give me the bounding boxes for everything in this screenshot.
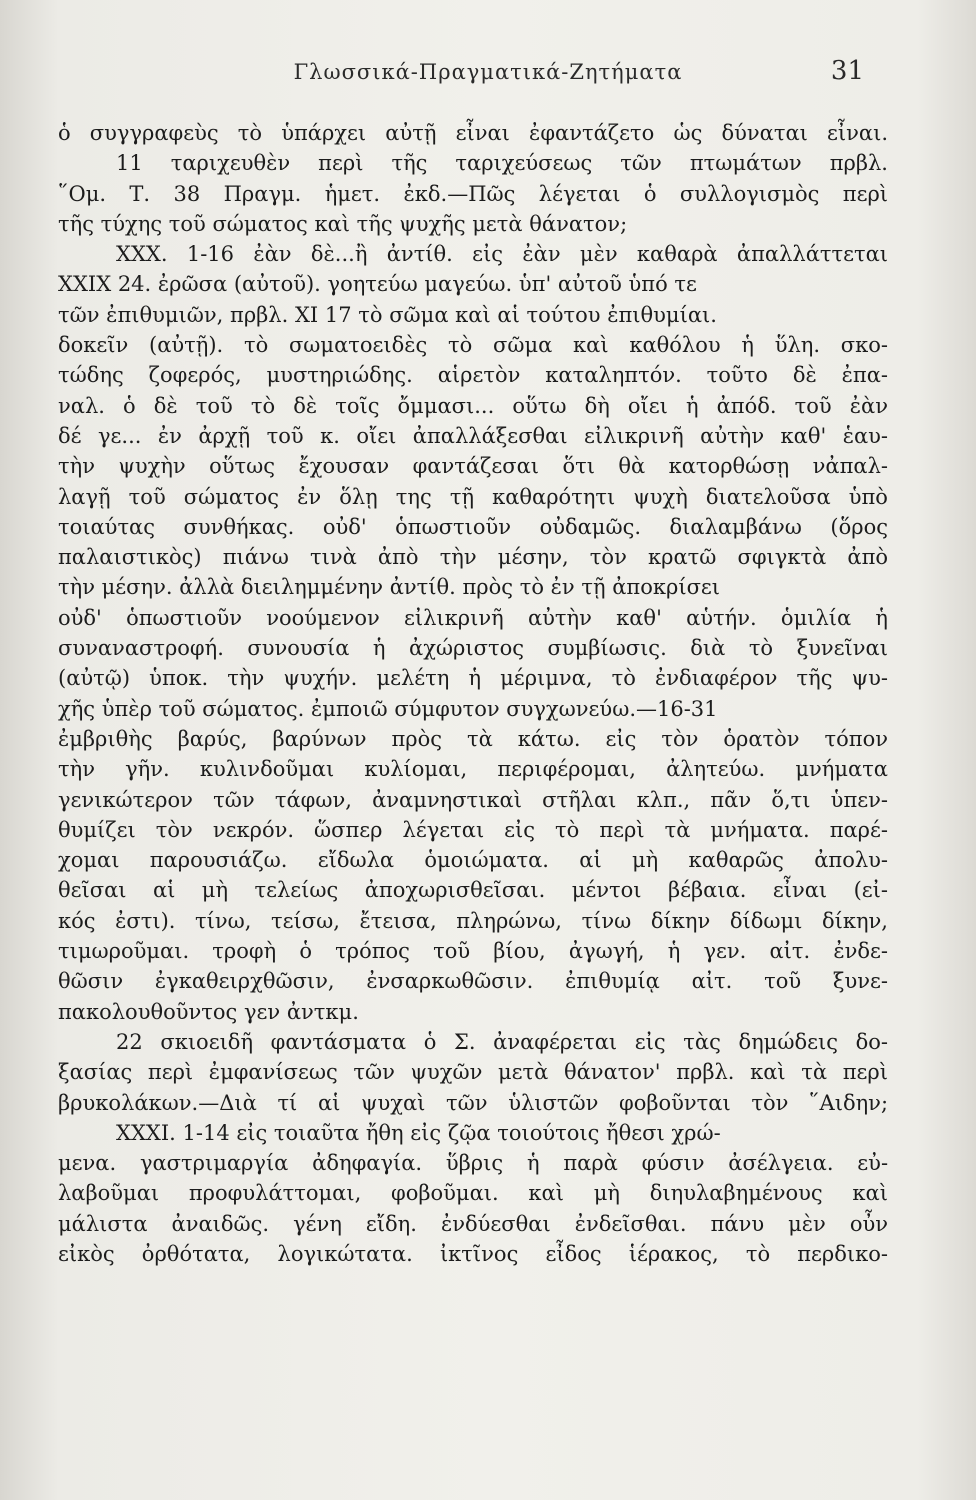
page-number: 31 [830,56,864,86]
text-line: τὴν μέσην. ἀλλὰ διειλημμένην ἀντίθ. πρὸς τὸ ἐν τῇ ἀποκρίσει [58,575,721,600]
running-head [0,56,976,90]
text-line: XXIX 24. ἐρῶσα (αὐτοῦ). γοητεύω μαγεύω. ὑπ' αὐτοῦ ὑπό τε [58,272,697,297]
text-line: λαβοῦμαι προφυλάττομαι, φοβοῦμαι. καὶ μὴ διηυλαβημένους καὶ [58,1181,888,1206]
text-line: τὴν γῆν. κυλινδοῦμαι κυλίομαι, περιφέρομαι, ἀλητεύω. μνήματα [58,757,888,782]
text-line: τὴν ψυχὴν οὕτως ἔχουσαν φαντάζεσαι ὅτι θὰ κατορθώσῃ νἀπαλ- [58,454,888,479]
text-line: λαγῇ τοῦ σώματος ἐν ὅλῃ της τῇ καθαρότητι ψυχὴ διατελοῦσα ὑπὸ [58,484,888,509]
text-line: τιμωροῦμαι. τροφὴ ὁ τρόπος τοῦ βίου, ἀγωγή, ἡ γεν. αἰτ. ἐνδε- [58,939,888,964]
text-line: χομαι παρουσιάζω. εἴδωλα ὁμοιώματα. αἱ μὴ καθαρῶς ἀπολυ- [58,848,888,873]
text-line: ἐμβριθὴς βαρύς, βαρύνων πρὸς τὰ κάτω. εἰς τὸν ὁρατὸν τόπον [58,726,888,751]
text-line: XXX. 1-16 ἐὰν δὲ...ἢ ἀντίθ. εἰς ἐὰν μὲν καθαρὰ ἀπαλλάττεται [116,242,888,267]
text-line: ὁ συγγραφεὺς τὸ ὑπάρχει αὐτῇ εἶναι ἐφαντάζετο ὡς δύναται εἶναι. [58,121,888,145]
text-line: 11 ταριχευθὲν περὶ τῆς ταριχεύσεως τῶν πτωμάτων πρβλ. [116,151,888,176]
text-line: μάλιστα ἀναιδῶς. γένη εἴδη. ἐνδύεσθαι ἐνδεῖσθαι. πάνυ μὲν οὖν [58,1211,888,1236]
text-line: χῆς ὑπὲρ τοῦ σώματος. ἐμποιῶ σύμφυτον συγχωνεύω.—16-31 [58,696,718,721]
text-line: ξασίας περὶ ἐμφανίσεως τῶν ψυχῶν μετὰ θάνατον' πρβλ. καὶ τὰ περὶ [58,1060,888,1085]
text-line: μενα. γαστριμαργία ἀδηφαγία. ὕβρις ἡ παρὰ φύσιν ἀσέλγεια. εὐ- [58,1151,888,1176]
text-line: οὐδ' ὁπωστιοῦν νοούμενον εἰλικρινῆ αὐτὴν καθ' αὑτήν. ὁμιλία ἡ [58,605,888,630]
text-line: (αὐτῷ) ὑποκ. τὴν ψυχήν. μελέτη ἡ μέριμνα, τὸ ἐνδιαφέρον τῆς ψυ- [58,666,888,691]
text-line: πακολουθοῦντος γεν ἀντκμ. [58,999,359,1024]
text-line: συναναστροφή. συνουσία ἡ ἀχώριστος συμβίωσις. διὰ τὸ ξυνεῖναι [58,636,888,661]
text-line: παλαιστικὸς) πιάνω τινὰ ἀπὸ τὴν μέσην, τὸν κρατῶ σφιγκτὰ ἀπὸ [58,545,888,570]
text-line: XXXI. 1-14 εἰς τοιαῦτα ἤθη εἰς ζῷα τοιούτοις ἤθεσι χρώ- [116,1120,721,1145]
text-line: ῞Ομ. Τ. 38 Πραγμ. ἡμετ. ἐκδ.—Πῶς λέγεται ὁ συλλογισμὸς περὶ [58,181,888,206]
text-line: τοιαύτας συνθήκας. οὐδ' ὁπωστιοῦν οὐδαμῶς. διαλαμβάνω (ὅρος [58,514,888,539]
commentary-text [58,118,888,1269]
text-line: θυμίζει τὸν νεκρόν. ὥσπερ λέγεται εἰς τὸ περὶ τὰ μνήματα. παρέ- [58,817,888,842]
text-line: δέ γε... ἐν ἀρχῇ τοῦ κ. οἴει ἀπαλλάξεσθαι εἰλικρινῆ αὐτὴν καθ' ἑαυ- [58,423,888,448]
text-line: τῆς τύχης τοῦ σώματος καὶ τῆς ψυχῆς μετὰ θάνατον; [58,211,628,236]
text-line: ναλ. ὁ δὲ τοῦ τὸ δὲ τοῖς ὄμμασι... οὕτω δὴ οἴει ἡ ἀπόδ. τοῦ ἐὰν [58,393,888,418]
text-line: τώδης ζοφερός, μυστηριώδης. αἱρετὸν καταληπτόν. τοῦτο δὲ ἐπα- [58,363,888,388]
text-line: θεῖσαι αἱ μὴ τελείως ἀποχωρισθεῖσαι. μέντοι βέβαια. εἶναι (εἰ- [58,878,888,903]
text-line: γενικώτερον τῶν τάφων, ἀναμνηστικαὶ στῆλαι κλπ., πᾶν ὅ,τι ὑπεν- [58,787,888,812]
text-line: 22 σκιοειδῆ φαντάσματα ὁ Σ. ἀναφέρεται εἰς τὰς δημώδεις δο- [116,1029,888,1054]
text-line: δοκεῖν (αὐτῇ). τὸ σωματοειδὲς τὸ σῶμα καὶ καθόλου ἡ ὕλη. σκο- [58,333,888,358]
text-line: βρυκολάκων.—Διὰ τί αἱ ψυχαὶ τῶν ὑλιστῶν φοβοῦνται τὸν ῞Αιδην; [58,1090,888,1115]
text-line: εἰκὸς ὀρθότατα, λογικώτατα. ἰκτῖνος εἶδος ἱέρακος, τὸ περδικο- [58,1241,888,1266]
text-line: τῶν ἐπιθυμιῶν, πρβλ. XI 17 τὸ σῶμα καὶ αἱ τούτου ἐπιθυμίαι. [58,302,717,327]
text-line: θῶσιν ἐγκαθειρχθῶσιν, ἐνσαρκωθῶσιν. ἐπιθυμίᾳ αἰτ. τοῦ ξυνε- [58,969,888,994]
text-line: κός ἐστι). τίνω, τείσω, ἔτεισα, πληρώνω, τίνω δίκην δίδωμι δίκην, [58,908,888,933]
running-title: Γλωσσικά-Πραγματικά-Ζητήματα [293,60,683,84]
